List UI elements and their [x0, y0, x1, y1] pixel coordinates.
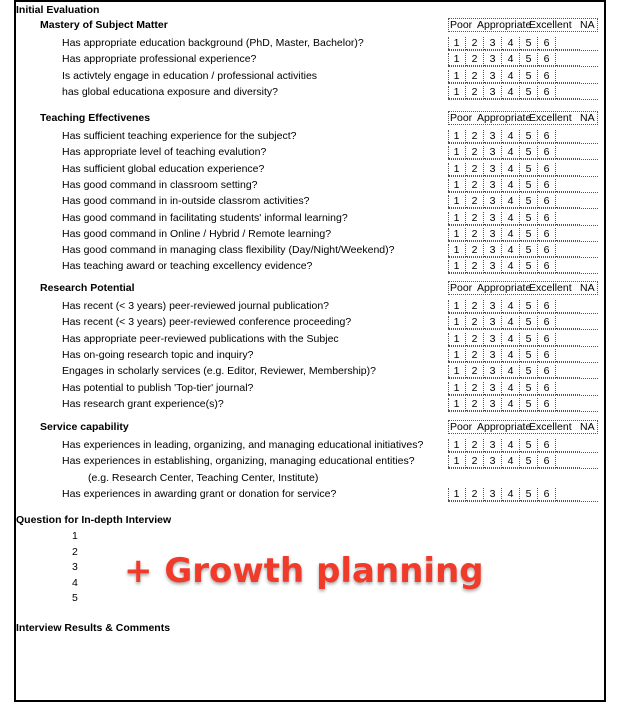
rating-option-2[interactable]: 2	[466, 86, 484, 99]
rating-option-6[interactable]: 6	[538, 333, 556, 346]
interview-question-number: 4	[72, 576, 78, 589]
question-text: Has on-going research topic and inquiry?	[62, 348, 254, 361]
rating-option-6[interactable]: 6	[538, 53, 556, 66]
question-text: Has appropriate peer-reviewed publications with the Subjec	[62, 332, 339, 345]
rating-option-1[interactable]: 1	[448, 365, 466, 378]
rating-option-4[interactable]: 4	[502, 212, 520, 225]
rating-option-4[interactable]: 4	[502, 70, 520, 83]
rating-option-1[interactable]: 1	[448, 382, 466, 395]
rating-scale	[448, 488, 598, 502]
scale-header-na: NA	[580, 19, 595, 31]
question-text: Has good command in facilitating students' informal learning?	[62, 211, 348, 224]
rating-scale	[448, 53, 598, 67]
scale-header-appropriate: Appropriate	[477, 282, 532, 294]
scale-header	[448, 420, 598, 434]
rating-option-4[interactable]: 4	[502, 316, 520, 329]
interview-question-number: 2	[72, 545, 78, 558]
rating-option-na[interactable]	[556, 179, 580, 192]
rating-option-na[interactable]	[556, 365, 580, 378]
rating-scale	[448, 37, 598, 51]
rating-option-na[interactable]	[556, 195, 580, 208]
rating-option-2[interactable]: 2	[466, 300, 484, 313]
question-text: Has good command in Online / Hybrid / Remote learning?	[62, 227, 332, 240]
rating-option-1[interactable]: 1	[448, 179, 466, 192]
rating-option-5[interactable]: 5	[520, 70, 538, 83]
scale-header-excellent: Excellent	[529, 19, 572, 31]
rating-scale	[448, 179, 598, 193]
rating-option-1[interactable]: 1	[448, 349, 466, 362]
rating-option-4[interactable]: 4	[502, 37, 520, 50]
rating-option-3[interactable]: 3	[484, 86, 502, 99]
rating-option-4[interactable]: 4	[502, 365, 520, 378]
rating-scale	[448, 244, 598, 258]
rating-option-2[interactable]: 2	[466, 146, 484, 159]
scale-header-appropriate: Appropriate	[477, 19, 532, 31]
rating-option-3[interactable]: 3	[484, 488, 502, 501]
scale-header-excellent: Excellent	[529, 282, 572, 294]
rating-option-na[interactable]	[556, 37, 580, 50]
rating-option-5[interactable]: 5	[520, 163, 538, 176]
rating-option-1[interactable]: 1	[448, 455, 466, 468]
rating-option-1[interactable]: 1	[448, 316, 466, 329]
question-text: Has appropriate education background (PhD, Master, Bachelor)?	[62, 37, 364, 49]
rating-option-5[interactable]: 5	[520, 333, 538, 346]
rating-option-5[interactable]: 5	[520, 365, 538, 378]
rating-option-4[interactable]: 4	[502, 398, 520, 411]
question-text: Has appropriate professional experience?	[62, 53, 257, 66]
question-text: Engages in scholarly services (e.g. Editor, Reviewer, Membership)?	[62, 365, 376, 378]
rating-option-2[interactable]: 2	[466, 398, 484, 411]
rating-option-6[interactable]: 6	[538, 130, 556, 143]
rating-option-na[interactable]	[556, 130, 580, 143]
rating-option-na[interactable]	[556, 300, 580, 313]
rating-option-1[interactable]: 1	[448, 398, 466, 411]
rating-option-3[interactable]: 3	[484, 260, 502, 273]
rating-scale	[448, 333, 598, 347]
question-text: Has sufficient teaching experience for the subject?	[62, 130, 297, 142]
rating-option-1[interactable]: 1	[448, 300, 466, 313]
scale-header-appropriate: Appropriate	[477, 112, 532, 124]
growth-planning-overlay: + Growth planning	[124, 551, 484, 591]
rating-option-6[interactable]: 6	[538, 86, 556, 99]
scale-header-na: NA	[580, 282, 595, 294]
rating-option-6[interactable]: 6	[538, 244, 556, 257]
scale-header-na: NA	[580, 421, 595, 433]
rating-option-na[interactable]	[556, 382, 580, 395]
question-text: Has research grant experience(s)?	[62, 397, 224, 410]
scale-header-na: NA	[580, 112, 595, 124]
rating-option-2[interactable]: 2	[466, 228, 484, 241]
rating-option-3[interactable]: 3	[484, 382, 502, 395]
rating-scale	[448, 349, 598, 363]
rating-option-4[interactable]: 4	[502, 228, 520, 241]
rating-option-na[interactable]	[556, 146, 580, 159]
rating-scale	[448, 365, 598, 379]
interview-title: Question for In-depth Interview	[16, 514, 172, 526]
rating-option-6[interactable]: 6	[538, 398, 556, 411]
rating-option-1[interactable]: 1	[448, 86, 466, 99]
rating-option-na[interactable]	[556, 488, 580, 501]
rating-option-2[interactable]: 2	[466, 244, 484, 257]
rating-option-3[interactable]: 3	[484, 212, 502, 225]
rating-option-na[interactable]	[556, 70, 580, 83]
rating-option-6[interactable]: 6	[538, 70, 556, 83]
rating-option-6[interactable]: 6	[538, 37, 556, 50]
rating-option-na[interactable]	[556, 398, 580, 411]
rating-option-4[interactable]: 4	[502, 260, 520, 273]
rating-option-na[interactable]	[556, 244, 580, 257]
rating-option-1[interactable]: 1	[448, 146, 466, 159]
rating-option-1[interactable]: 1	[448, 70, 466, 83]
scale-header-poor: Poor	[450, 112, 473, 124]
rating-option-6[interactable]: 6	[538, 365, 556, 378]
results-title: Interview Results & Comments	[16, 622, 171, 634]
interview-question-number: 3	[72, 561, 78, 573]
rating-option-2[interactable]: 2	[466, 260, 484, 273]
question-text: Has potential to publish 'Top-tier' journal?	[62, 381, 254, 394]
rating-option-6[interactable]: 6	[538, 488, 556, 501]
rating-option-3[interactable]: 3	[484, 316, 502, 329]
rating-option-1[interactable]: 1	[448, 212, 466, 225]
rating-option-5[interactable]: 5	[520, 179, 538, 192]
rating-option-6[interactable]: 6	[538, 212, 556, 225]
scale-header-poor: Poor	[450, 282, 473, 294]
rating-scale	[448, 398, 598, 412]
rating-option-6[interactable]: 6	[538, 300, 556, 313]
rating-option-2[interactable]: 2	[466, 163, 484, 176]
rating-option-6[interactable]: 6	[538, 163, 556, 176]
rating-option-3[interactable]: 3	[484, 195, 502, 208]
rating-scale	[448, 212, 598, 226]
scale-header	[448, 281, 598, 295]
rating-option-2[interactable]: 2	[466, 212, 484, 225]
rating-option-1[interactable]: 1	[448, 53, 466, 66]
rating-option-6[interactable]: 6	[538, 382, 556, 395]
rating-option-3[interactable]: 3	[484, 333, 502, 346]
rating-option-4[interactable]: 4	[502, 179, 520, 192]
rating-option-3[interactable]: 3	[484, 365, 502, 378]
rating-option-6[interactable]: 6	[538, 179, 556, 192]
rating-option-5[interactable]: 5	[520, 244, 538, 257]
rating-option-2[interactable]: 2	[466, 439, 484, 452]
section-title: Service capability	[40, 421, 129, 433]
rating-option-5[interactable]: 5	[520, 37, 538, 50]
rating-option-4[interactable]: 4	[502, 195, 520, 208]
rating-option-4[interactable]: 4	[502, 333, 520, 346]
rating-option-5[interactable]: 5	[520, 146, 538, 159]
question-text: Has teaching award or teaching excellency evidence?	[62, 260, 313, 273]
section-title: Research Potential	[40, 282, 135, 294]
rating-option-3[interactable]: 3	[484, 349, 502, 362]
rating-option-4[interactable]: 4	[502, 53, 520, 66]
rating-option-2[interactable]: 2	[466, 179, 484, 192]
scale-header-excellent: Excellent	[529, 421, 572, 433]
rating-option-2[interactable]: 2	[466, 37, 484, 50]
question-text: Has experiences in leading, organizing, and managing educational initiatives?	[62, 439, 424, 451]
rating-option-4[interactable]: 4	[502, 382, 520, 395]
question-text: Is activtely engage in education / professional activities	[62, 69, 318, 82]
rating-scale	[448, 316, 598, 330]
rating-option-na[interactable]	[556, 455, 580, 468]
rating-option-3[interactable]: 3	[484, 146, 502, 159]
rating-option-4[interactable]: 4	[502, 439, 520, 452]
rating-option-3[interactable]: 3	[484, 37, 502, 50]
rating-option-na[interactable]	[556, 212, 580, 225]
rating-scale	[448, 146, 598, 160]
rating-option-5[interactable]: 5	[520, 316, 538, 329]
interview-question-number: 1	[72, 530, 78, 542]
rating-scale	[448, 130, 598, 144]
rating-option-1[interactable]: 1	[448, 260, 466, 273]
rating-option-2[interactable]: 2	[466, 316, 484, 329]
rating-option-5[interactable]: 5	[520, 53, 538, 66]
rating-option-3[interactable]: 3	[484, 53, 502, 66]
rating-option-6[interactable]: 6	[538, 260, 556, 273]
rating-option-5[interactable]: 5	[520, 398, 538, 411]
rating-option-3[interactable]: 3	[484, 244, 502, 257]
rating-option-3[interactable]: 3	[484, 398, 502, 411]
rating-option-4[interactable]: 4	[502, 130, 520, 143]
rating-scale	[448, 228, 598, 242]
question-text: has global educationa exposure and diversity?	[62, 85, 278, 98]
rating-option-5[interactable]: 5	[520, 349, 538, 362]
rating-option-4[interactable]: 4	[502, 349, 520, 362]
question-text: Has experiences in awarding grant or donation for service?	[62, 487, 337, 500]
rating-option-5[interactable]: 5	[520, 300, 538, 313]
rating-option-2[interactable]: 2	[466, 53, 484, 66]
rating-option-6[interactable]: 6	[538, 439, 556, 452]
rating-scale	[448, 86, 598, 100]
rating-option-3[interactable]: 3	[484, 163, 502, 176]
rating-option-na[interactable]	[556, 163, 580, 176]
rating-scale	[448, 260, 598, 274]
rating-option-3[interactable]: 3	[484, 455, 502, 468]
rating-option-4[interactable]: 4	[502, 163, 520, 176]
rating-option-5[interactable]: 5	[520, 130, 538, 143]
rating-option-2[interactable]: 2	[466, 333, 484, 346]
section-title: Mastery of Subject Matter	[40, 19, 168, 31]
rating-scale	[448, 455, 598, 469]
rating-option-5[interactable]: 5	[520, 439, 538, 452]
rating-option-3[interactable]: 3	[484, 300, 502, 313]
rating-option-6[interactable]: 6	[538, 228, 556, 241]
rating-scale	[448, 382, 598, 396]
question-text: Has good command in managing class flexibility (Day/Night/Weekend)?	[62, 244, 395, 257]
rating-option-2[interactable]: 2	[466, 382, 484, 395]
rating-option-2[interactable]: 2	[466, 349, 484, 362]
rating-option-5[interactable]: 5	[520, 488, 538, 501]
rating-option-2[interactable]: 2	[466, 70, 484, 83]
scale-header-appropriate: Appropriate	[477, 421, 532, 433]
rating-option-3[interactable]: 3	[484, 439, 502, 452]
rating-option-3[interactable]: 3	[484, 228, 502, 241]
rating-option-1[interactable]: 1	[448, 333, 466, 346]
rating-option-4[interactable]: 4	[502, 244, 520, 257]
rating-option-1[interactable]: 1	[448, 439, 466, 452]
rating-option-4[interactable]: 4	[502, 146, 520, 159]
rating-option-4[interactable]: 4	[502, 86, 520, 99]
rating-option-4[interactable]: 4	[502, 488, 520, 501]
question-text: Has sufficient global education experience?	[62, 162, 265, 175]
scale-header-excellent: Excellent	[529, 112, 572, 124]
rating-option-5[interactable]: 5	[520, 212, 538, 225]
rating-option-1[interactable]: 1	[448, 37, 466, 50]
question-text: Has experiences in establishing, organizing, managing educational entities?	[62, 455, 415, 468]
rating-option-4[interactable]: 4	[502, 455, 520, 468]
scale-header	[448, 111, 598, 125]
rating-scale	[448, 70, 598, 84]
question-text: Has appropriate level of teaching evalution?	[62, 146, 267, 159]
rating-option-1[interactable]: 1	[448, 488, 466, 501]
rating-option-5[interactable]: 5	[520, 455, 538, 468]
rating-option-na[interactable]	[556, 53, 580, 66]
rating-option-na[interactable]	[556, 260, 580, 273]
rating-option-2[interactable]: 2	[466, 195, 484, 208]
rating-option-2[interactable]: 2	[466, 455, 484, 468]
rating-option-1[interactable]: 1	[448, 130, 466, 143]
rating-option-3[interactable]: 3	[484, 70, 502, 83]
rating-option-5[interactable]: 5	[520, 260, 538, 273]
rating-option-5[interactable]: 5	[520, 382, 538, 395]
rating-option-3[interactable]: 3	[484, 130, 502, 143]
rating-scale	[448, 439, 598, 453]
question-text: Has recent (< 3 years) peer-reviewed journal publication?	[62, 300, 330, 312]
rating-option-2[interactable]: 2	[466, 130, 484, 143]
rating-option-2[interactable]: 2	[466, 488, 484, 501]
rating-option-na[interactable]	[556, 228, 580, 241]
question-text: Has good command in classroom setting?	[62, 178, 258, 191]
rating-option-na[interactable]	[556, 333, 580, 346]
rating-option-4[interactable]: 4	[502, 300, 520, 313]
rating-option-na[interactable]	[556, 349, 580, 362]
scale-header	[448, 18, 598, 32]
question-text: Has good command in in-outside classrom activities?	[62, 195, 310, 208]
scale-header-poor: Poor	[450, 19, 473, 31]
rating-option-1[interactable]: 1	[448, 244, 466, 257]
rating-option-6[interactable]: 6	[538, 455, 556, 468]
rating-option-6[interactable]: 6	[538, 195, 556, 208]
rating-option-na[interactable]	[556, 439, 580, 452]
rating-scale	[448, 163, 598, 177]
rating-option-6[interactable]: 6	[538, 316, 556, 329]
question-note: (e.g. Research Center, Teaching Center, Institute)	[88, 471, 319, 484]
rating-option-5[interactable]: 5	[520, 86, 538, 99]
section-title: Teaching Effectivenes	[40, 112, 151, 124]
rating-option-6[interactable]: 6	[538, 146, 556, 159]
rating-option-6[interactable]: 6	[538, 349, 556, 362]
interview-question-number: 5	[72, 592, 78, 604]
rating-scale	[448, 195, 598, 209]
rating-scale	[448, 300, 598, 314]
rating-option-2[interactable]: 2	[466, 365, 484, 378]
question-text: Has recent (< 3 years) peer-reviewed conference proceeding?	[62, 316, 352, 329]
scale-header-poor: Poor	[450, 421, 473, 433]
rating-option-5[interactable]: 5	[520, 228, 538, 241]
rating-option-1[interactable]: 1	[448, 163, 466, 176]
rating-option-1[interactable]: 1	[448, 228, 466, 241]
page-title: Initial Evaluation	[16, 4, 100, 16]
rating-option-5[interactable]: 5	[520, 195, 538, 208]
rating-option-na[interactable]	[556, 86, 580, 99]
rating-option-1[interactable]: 1	[448, 195, 466, 208]
rating-option-3[interactable]: 3	[484, 179, 502, 192]
rating-option-na[interactable]	[556, 316, 580, 329]
